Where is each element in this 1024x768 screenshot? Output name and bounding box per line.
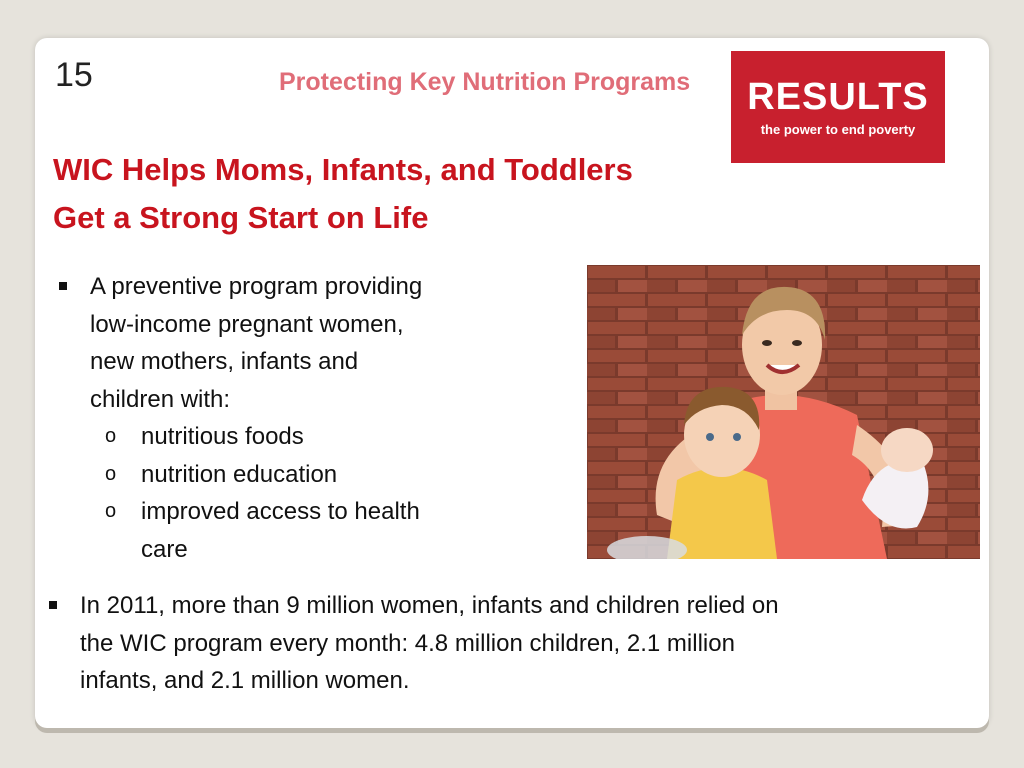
bullet-line: In 2011, more than 9 million women, infants and children relied on	[80, 592, 779, 619]
bullet-item	[43, 587, 963, 700]
sub-bullet-line: improved access to health	[141, 498, 420, 525]
bullet-line: A preventive program providing	[90, 273, 423, 300]
circle-bullet-icon: o	[105, 462, 117, 485]
bullet-item	[53, 268, 513, 418]
logo-word: RESULTS	[747, 75, 929, 118]
bullet-line: infants, and 2.1 million women.	[80, 667, 410, 694]
square-bullet-icon	[49, 601, 57, 609]
sub-bullet-item	[53, 456, 513, 494]
bullet-line: the WIC program every month: 4.8 million children, 2.1 million	[80, 629, 735, 657]
title-line-1: WIC Helps Moms, Infants, and Toddlers	[53, 152, 633, 187]
square-bullet-icon	[59, 282, 67, 290]
sub-bullet-line: nutritious foods	[141, 423, 304, 450]
logo-tagline: the power to end poverty	[760, 121, 916, 137]
circle-bullet-icon: o	[105, 425, 117, 447]
results-logo	[731, 51, 945, 163]
circle-bullet-icon: o	[105, 500, 117, 522]
sub-bullet-item	[53, 418, 513, 456]
bullet-list-bottom	[43, 587, 963, 700]
bullet-line: children with:	[90, 385, 231, 413]
sub-bullet-item	[53, 493, 513, 568]
bullet-line: new mothers, infants and	[90, 348, 359, 375]
slide-title	[53, 146, 733, 242]
slide-number: 15	[55, 56, 93, 94]
sub-bullet-line: nutrition education	[141, 460, 338, 488]
bullet-list-top	[53, 268, 513, 568]
sub-bullet-line: care	[141, 535, 188, 563]
sub-bullet-list	[53, 418, 513, 568]
slide	[35, 38, 989, 728]
title-line-2: Get a Strong Start on Life	[53, 200, 429, 235]
bullet-line: low-income pregnant women,	[90, 310, 404, 338]
family-photo	[587, 265, 980, 559]
header-text: Protecting Key Nutrition Programs	[279, 68, 691, 96]
family-photo-illustration	[587, 265, 980, 559]
